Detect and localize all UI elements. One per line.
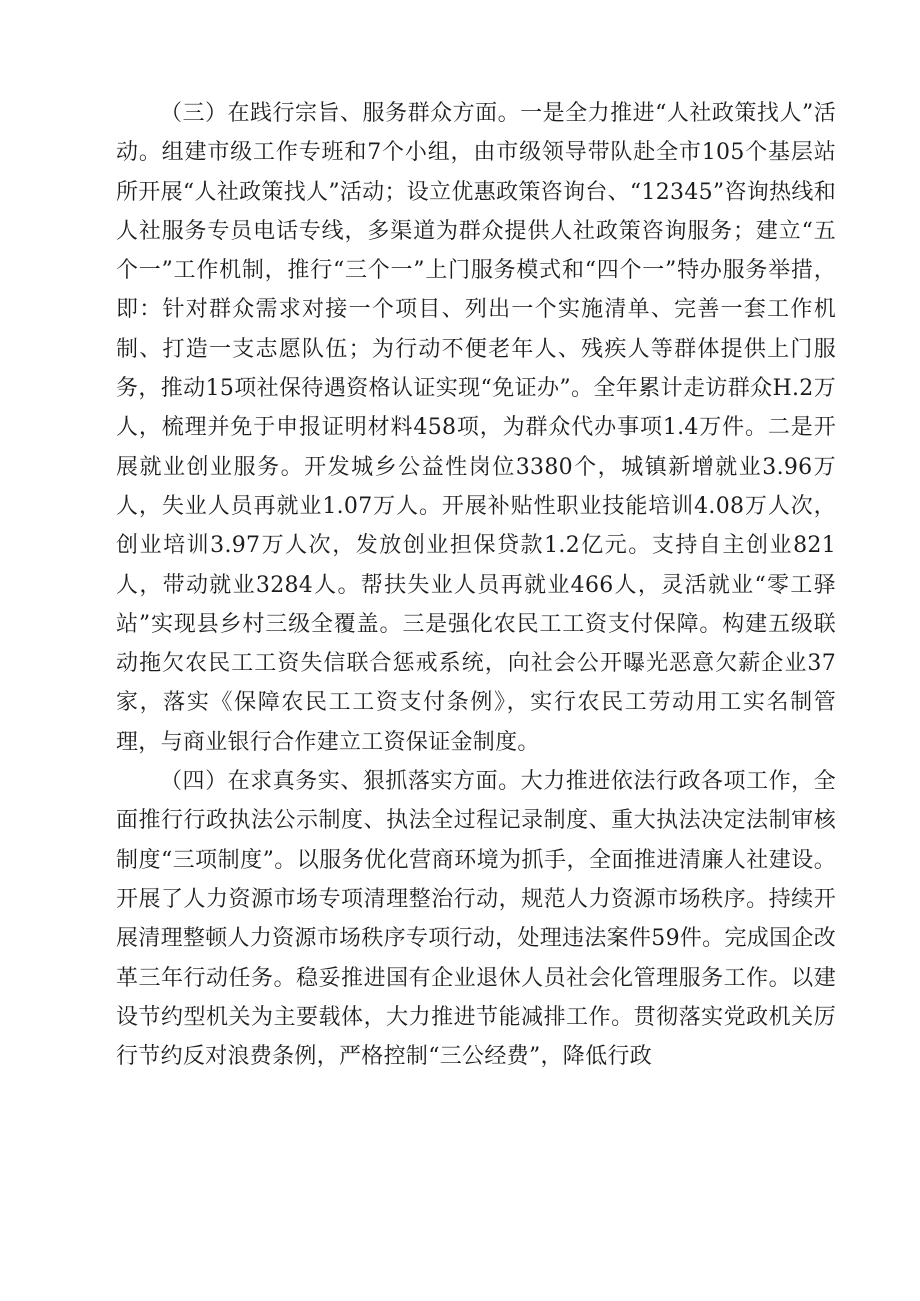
paragraph-section-three: （三）在践行宗旨、服务群众方面。一是全力推进“人社政策找人”活动。组建市级工作专班和7个小组，由市级领导带队赴全市105个基层站所开展“人社政策找人”活动；设立优惠政策咨询台、“12345”咨询热线和人社服务专员电话专线，多渠道为群众提供人社政策咨询服务；建立“五个一”工作机制，推行“三个一”上门服务模式和“四个一”特办服务举措，即：针对群众需求对接一个项目、列出一个实施清单、完善一套工作机制、打造一支志愿队伍；为行动不便老年人、残疾人等群体提供上门服务，推动15项社保待遇资格认证实现“免证办”。全年累计走访群众H.2万人，梳理并免于申报证明材料458项，为群众代办事项1.4万件。二是开展就业创业服务。开发城乡公益性岗位3380个，城镇新增就业3.96万人，失业人员再就业1.07万人。开展补贴性职业技能培训4.08万人次，创业培训3.97万人次，发放创业担保贷款1.2亿元。支持自主创业821人，带动就业3284人。帮扶失业人员再就业466人，灵活就业“零工驿站”实现县乡村三级全覆盖。三是强化农民工工资支付保障。构建五级联动拖欠农民工工资失信联合惩戒系统，向社会公开曝光恶意欠薪企业37家，落实《保障农民工工资支付条例》，实行农民工劳动用工实名制管理，与商业银行合作建立工资保证金制度。 — [116, 101, 836, 755]
document-body — [116, 94, 836, 1076]
paragraph-section-four: （四）在求真务实、狠抓落实方面。大力推进依法行政各项工作，全面推行行政执法公示制度、执法全过程记录制度、重大执法决定法制审核制度“三项制度”。以服务优化营商环境为抓手，全面推进清廉人社建设。开展了人力资源市场专项清理整治行动，规范人力资源市场秩序。持续开展清理整顿人力资源市场秩序专项行动，处理违法案件59件。完成国企改革三年行动任务。稳妥推进国有企业退休人员社会化管理服务工作。以建设节约型机关为主要载体，大力推进节能减排工作。贯彻落实党政机关厉行节约反对浪费条例，严格控制“三公经费”，降低行政 — [116, 769, 836, 1070]
